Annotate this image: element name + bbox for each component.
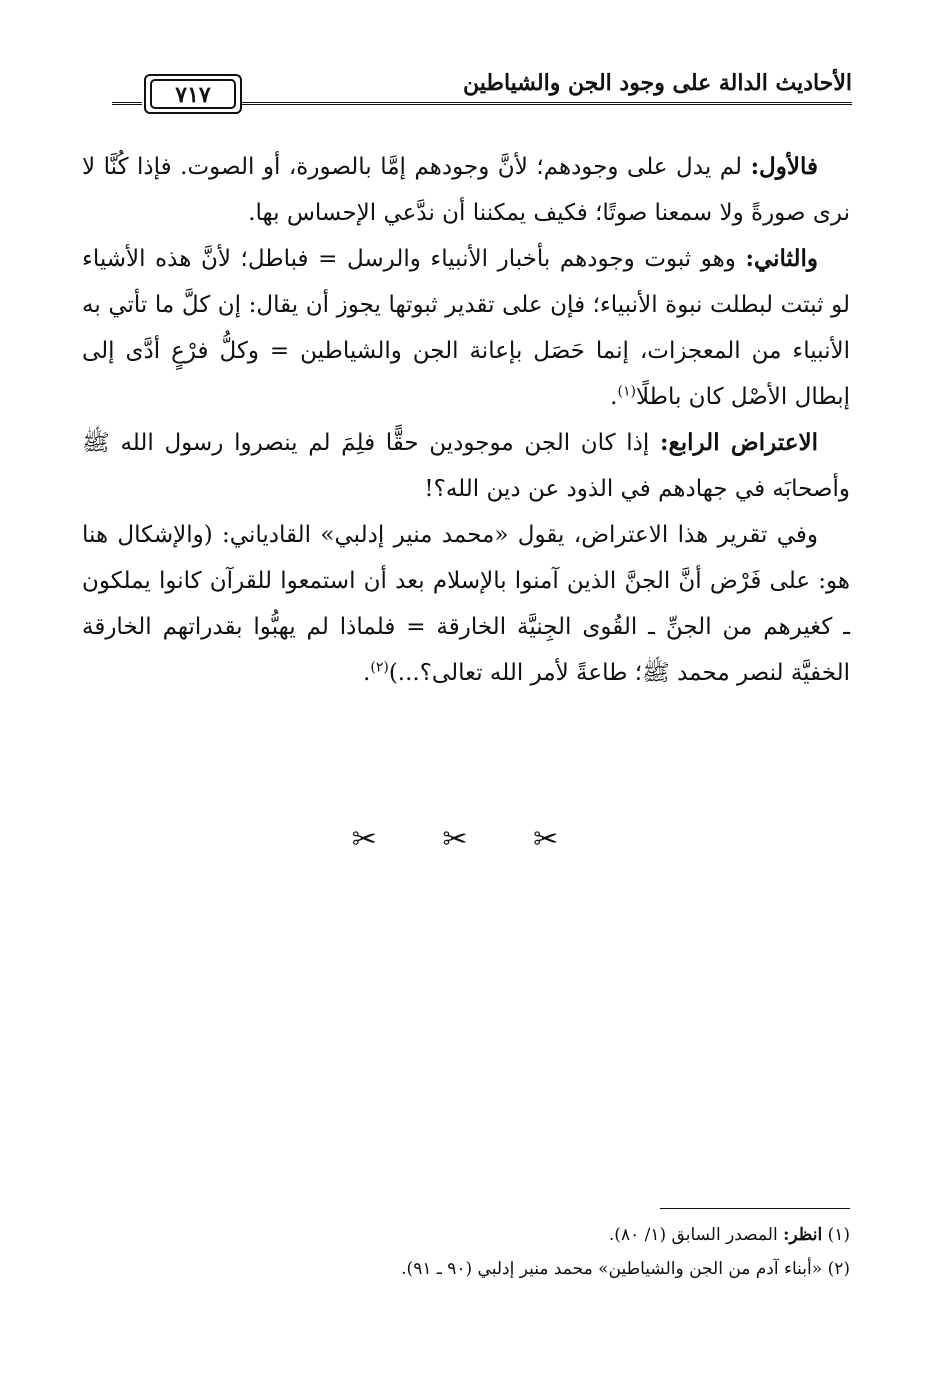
paragraph-4 [82,512,850,696]
footnotes [82,1218,850,1286]
paragraph-lead: فالأول: [750,153,818,180]
page-header [112,60,852,120]
paragraph-tail: . [610,384,618,410]
footnote-ref-1: (١) [617,383,636,400]
footnote-1 [82,1218,850,1252]
running-title: الأحاديث الدالة على وجود الجن والشياطين [463,70,852,96]
paragraph-text: وفي تقرير هذا الاعتراض، يقول «محمد منير إدلبي» القادياني: (والإشكال هنا هو: على فَرْض أنَّ الجنَّ الذين آمنوا بالإسلام بعد أن استمعوا للقرآن كانوا يملكون ـ كغيرهم من الجنِّ ـ القُوى الجِنيَّة الخارقة = فلماذا لم يهبُّوا بقدراتهم الخارقة الخفيَّة لنصر محمد ﷺ؛ طاعةً لأمر الله تعالى؟...) [82,522,850,686]
paragraph-lead: والثاني: [745,245,818,272]
header-rule-short [112,102,142,105]
paragraph-text: إذا كان الجن موجودين حقًّا فلِمَ لم ينصروا رسول الله ﷺ وأصحابَه في جهادهم في الذود عن دين الله؟! [82,430,850,502]
footnote-text: «أبناء آدم من الجن والشياطين» محمد منير إدلبي (٩٠ ـ ٩١). [401,1259,823,1279]
footnote-text: المصدر السابق (١/ ٨٠). [608,1225,784,1245]
paragraph-lead: الاعتراض الرابع: [659,429,818,456]
page-number: ٧١٧ [150,79,236,109]
footnote-separator [660,1208,850,1209]
footnote-ref-2: (٢) [370,659,389,676]
paragraph-1 [82,144,850,236]
header-rule [242,102,852,105]
footnote-lead: انظر: [783,1225,823,1245]
section-ornament: ✂ ✂ ✂ [351,822,587,857]
footnote-number: (٢) [827,1259,850,1279]
paragraph-text: لم يدل على وجودهم؛ لأنَّ وجودهم إمَّا بالصورة، أو الصوت. فإذا كُنَّا لا نرى صورةً ولا سمعنا صوتًا؛ فكيف يمكننا أن ندَّعي الإحساس بها. [82,154,850,226]
page-number-frame [144,74,242,114]
footnote-number: (١) [827,1225,850,1245]
paragraph-text: وهو ثبوت وجودهم بأخبار الأنبياء والرسل = فباطل؛ لأنَّ هذه الأشياء لو ثبتت لبطلت نبوة الأنبياء؛ فإن على تقدير ثبوتها يجوز أن يقال: إن كلَّ ما تأتي به الأنبياء من المعجزات، إنما حَصَل بإعانة الجن والشياطين = وكلُّ فرْعٍ أدَّى إلى إبطال الأصْل كان باطلًا [82,246,850,410]
main-text [82,144,850,696]
paragraph-2 [82,236,850,420]
footnote-2 [82,1252,850,1286]
paragraph-tail: . [363,660,371,686]
paragraph-3 [82,420,850,512]
